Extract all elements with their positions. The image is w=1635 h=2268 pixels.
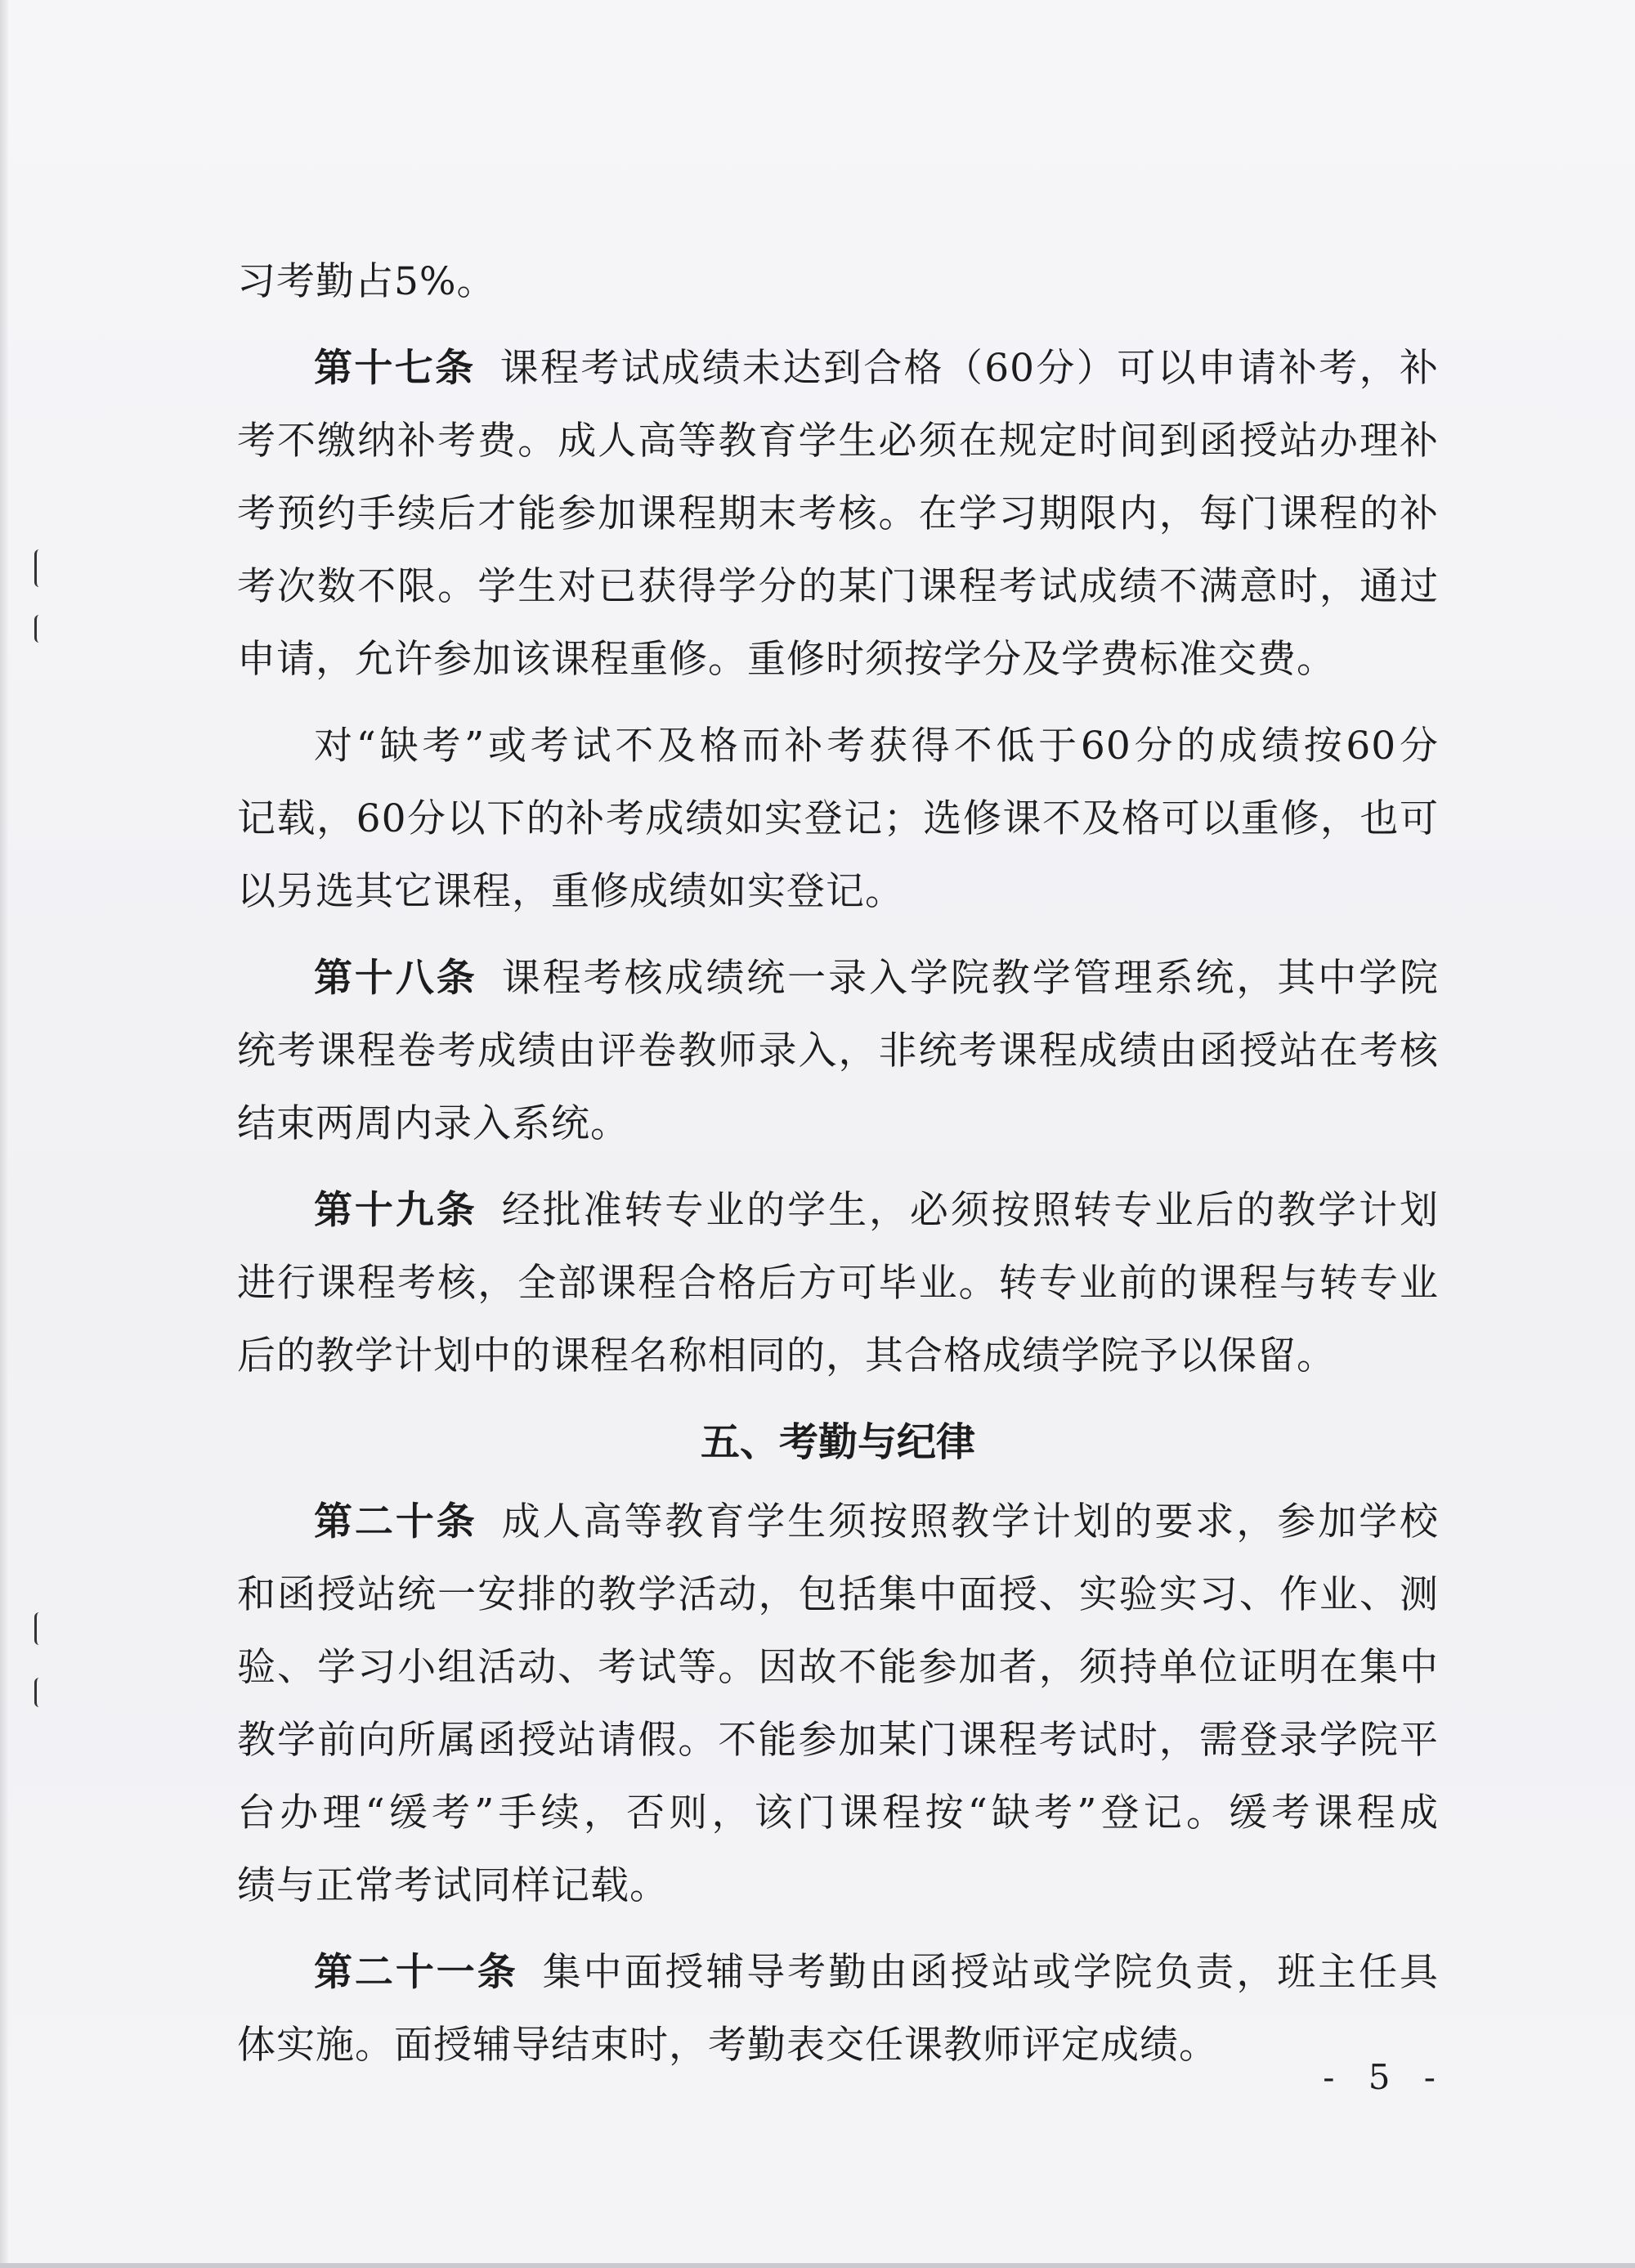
- line-text: 台办理“缓考”手续，否则，该门课程按“缺考”登记。缓考课程成: [237, 1791, 1439, 1835]
- line-text: 绩与正常考试同样记载。: [237, 1863, 669, 1908]
- article-first-line: [237, 942, 1439, 1015]
- text-line: [237, 782, 1439, 855]
- paragraph-first-line: [237, 710, 1439, 782]
- line-text: 记载，60分以下的补考成绩如实登记；选修课不及格可以重修，也可: [237, 796, 1439, 841]
- line-text: 经批准转专业的学生，必须按照转专业后的教学计划: [501, 1188, 1440, 1233]
- text-line: [237, 245, 1439, 318]
- line-text: 考不缴纳补考费。成人高等教育学生必须在规定时间到函授站办理补: [237, 419, 1439, 464]
- binding-mark: [34, 549, 43, 587]
- text-line: [237, 1849, 1439, 1922]
- line-text: [314, 942, 1439, 1015]
- scan-edge-bottom: [0, 2263, 1635, 2268]
- binding-mark: [34, 1678, 43, 1707]
- article-first-line: [237, 1174, 1439, 1247]
- line-text: [314, 1936, 1439, 2009]
- line-text: 集中面授辅导考勤由函授站或学院负责，班主任具: [542, 1950, 1440, 1995]
- scan-edge-left: [0, 0, 8, 2268]
- line-text: 成人高等教育学生须按照教学计划的要求，参加学校: [501, 1499, 1440, 1544]
- line-text: 对“缺考”或考试不及格而补考获得不低于60分的成绩按60分: [314, 724, 1439, 769]
- line-text: 进行课程考核，全部课程合格后方可毕业。转专业前的课程与转专业: [237, 1261, 1439, 1306]
- text-line: [237, 1777, 1439, 1849]
- text-line: [237, 2009, 1439, 2082]
- text-line: [237, 405, 1439, 477]
- binding-mark: [34, 615, 43, 643]
- article-first-line: [237, 1936, 1439, 2009]
- line-text: [314, 332, 1439, 405]
- text-line: [237, 855, 1439, 928]
- article-number: 第十七条: [314, 346, 476, 391]
- line-text: 申请，允许参加该课程重修。重修时须按学分及学费标准交费。: [237, 637, 1336, 682]
- text-line: [237, 1704, 1439, 1777]
- binding-mark: [34, 1612, 43, 1645]
- section-heading: 五、考勤与纪律: [700, 1419, 975, 1465]
- text-line: [237, 550, 1439, 623]
- text-line: [237, 477, 1439, 550]
- text-line: [237, 1631, 1439, 1704]
- line-text: 习考勤占5%。: [237, 259, 496, 304]
- line-text: 课程考核成绩统一录入学院教学管理系统，其中学院: [501, 956, 1440, 1001]
- line-text: 后的教学计划中的课程名称相同的，其合格成绩学院予以保留。: [237, 1333, 1336, 1378]
- line-text: 统考课程卷考成绩由评卷教师录入，非统考课程成绩由函授站在考核: [237, 1029, 1439, 1073]
- article-first-line: [237, 332, 1439, 405]
- text-line: [237, 1015, 1439, 1087]
- line-text: 考预约手续后才能参加课程期末考核。在学习期限内，每门课程的补: [237, 491, 1439, 536]
- text-line: [237, 1558, 1439, 1631]
- body-text: [237, 245, 1439, 2082]
- text-line: [237, 1087, 1439, 1160]
- text-line: [237, 1320, 1439, 1392]
- article-number: 第二十一条: [314, 1950, 518, 1995]
- line-text: 验、学习小组活动、考试等。因故不能参加者，须持单位证明在集中: [237, 1645, 1439, 1690]
- line-text: 结束两周内录入系统。: [237, 1101, 629, 1146]
- line-text: 教学前向所属函授站请假。不能参加某门课程考试时，需登录学院平: [237, 1718, 1439, 1763]
- article-number: 第十九条: [314, 1188, 477, 1233]
- line-text: 考次数不限。学生对已获得学分的某门课程考试成绩不满意时，通过: [237, 564, 1439, 609]
- line-text: 和函授站统一安排的教学活动，包括集中面授、实验实习、作业、测: [237, 1572, 1439, 1617]
- page-number: - 5 -: [1323, 2057, 1447, 2097]
- text-line: [237, 623, 1439, 696]
- article-number: 第二十条: [314, 1499, 477, 1544]
- line-text: 体实施。面授辅导结束时，考勤表交任课教师评定成绩。: [237, 2023, 1218, 2068]
- line-text: [314, 1174, 1439, 1247]
- text-line: [237, 1247, 1439, 1320]
- article-first-line: [237, 1486, 1439, 1558]
- line-text: [314, 1486, 1439, 1558]
- article-number: 第十八条: [314, 956, 477, 1001]
- line-text: 以另选其它课程，重修成绩如实登记。: [237, 869, 904, 914]
- line-text: 课程考试成绩未达到合格（60分）可以申请补考，补: [499, 346, 1440, 391]
